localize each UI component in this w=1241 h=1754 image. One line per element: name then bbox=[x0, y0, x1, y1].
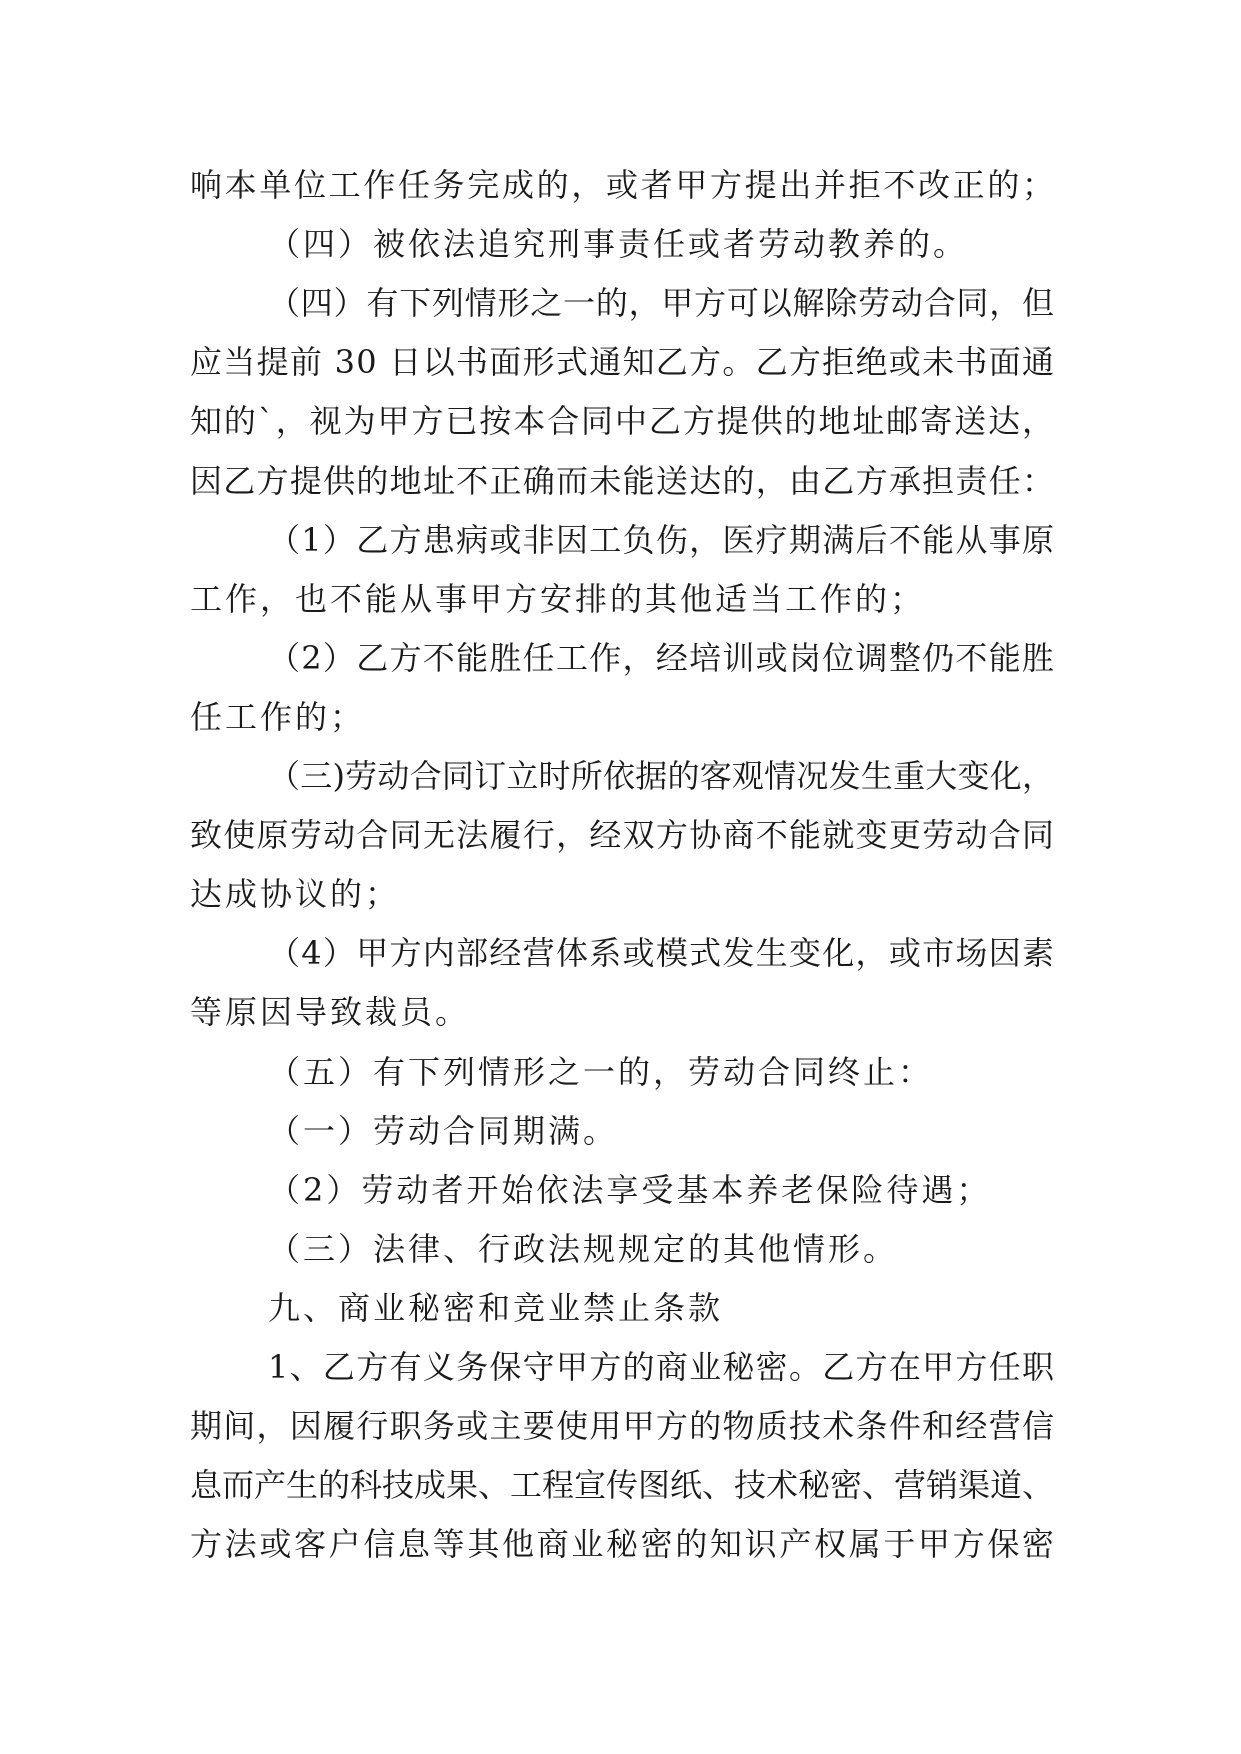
text-line: （4）甲方内部经营体系或模式发生变化，或市场因素 bbox=[268, 934, 1056, 972]
text-line: 息而产生的科技成果、工程宣传图纸、技术秘密、营销渠道、 bbox=[190, 1466, 1055, 1504]
text-line: 1、乙方有义务保守甲方的商业秘密。乙方在甲方任职 bbox=[268, 1348, 1056, 1386]
text-line: （1）乙方患病或非因工负伤，医疗期满后不能从事原 bbox=[268, 521, 1056, 559]
text-line: （2）劳动者开始依法享受基本养老保险待遇； bbox=[268, 1171, 992, 1209]
text-line: 任工作的； bbox=[190, 698, 366, 736]
text-line: 因乙方提供的地址不正确而未能送达的，由乙方承担责任： bbox=[190, 462, 1056, 500]
text-line: （三）法律、行政法规规定的其他情形。 bbox=[268, 1230, 899, 1268]
text-line: 等原因导致裁员。 bbox=[190, 993, 471, 1031]
text-line: 工作，也不能从事甲方安排的其他适当工作的； bbox=[190, 580, 926, 618]
text-line: （四）被依法追究刑事责任或者劳动教养的。 bbox=[268, 225, 969, 263]
text-line: 期间，因履行职务或主要使用甲方的物质技术条件和经营信 bbox=[190, 1407, 1056, 1445]
text-line: （四）有下列情形之一的，甲方可以解除劳动合同，但 bbox=[268, 284, 1055, 322]
text-line: （五）有下列情形之一的，劳动合同终止： bbox=[268, 1053, 934, 1091]
text-line: 响本单位工作任务完成的，或者甲方提出并拒不改正的； bbox=[190, 166, 1057, 204]
text-line: 知的`，视为甲方已按本合同中乙方提供的地址邮寄送达， bbox=[190, 402, 1056, 440]
text-line: 方法或客户信息等其他商业秘密的知识产权属于甲方保密 bbox=[190, 1525, 1057, 1563]
text-line: 达成协议的； bbox=[190, 875, 401, 913]
text-line: （2）乙方不能胜任工作，经培训或岗位调整仍不能胜 bbox=[268, 639, 1056, 677]
text-line: 致使原劳动合同无法履行，经双方协商不能就变更劳动合同 bbox=[190, 816, 1056, 854]
section-heading: 九、商业秘密和竞业禁止条款 bbox=[268, 1289, 724, 1327]
text-line: （一）劳动合同期满。 bbox=[268, 1112, 619, 1150]
text-line: （三)劳动合同订立时所依据的客观情况发生重大变化， bbox=[268, 757, 1055, 795]
text-line: 应当提前 30 日以书面形式通知乙方。乙方拒绝或未书面通 bbox=[190, 343, 1056, 381]
